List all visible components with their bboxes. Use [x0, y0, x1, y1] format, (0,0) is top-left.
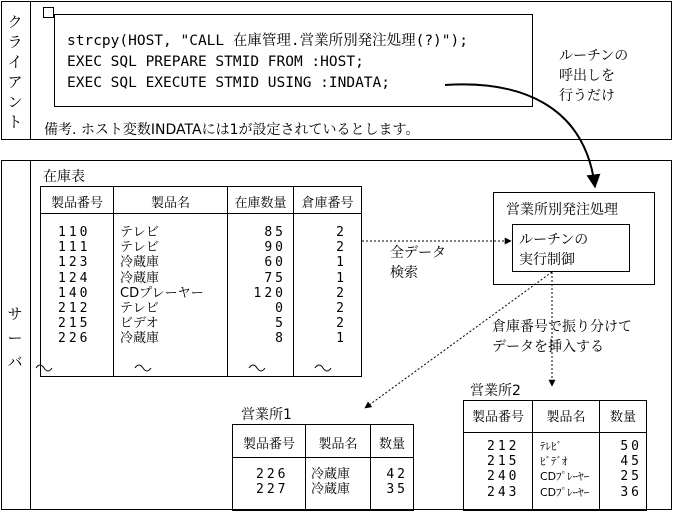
table-cell: 140	[58, 285, 91, 301]
office1-header: 製品名	[318, 437, 358, 452]
table-cell: 36	[620, 484, 642, 500]
insert-label-line-1: 倉庫番号で振り分けて	[492, 319, 632, 335]
office1-header: 数量	[378, 437, 405, 452]
code-line-3: EXEC SQL EXECUTE STMID USING :INDATA;	[67, 75, 391, 91]
server-label-char: サ	[7, 305, 23, 323]
insert-label-line-2: データを挿入する	[492, 339, 604, 355]
inventory-header: 倉庫番号	[301, 196, 354, 211]
table-cell: 0	[275, 301, 286, 317]
search-label-line-2: 検索	[390, 265, 418, 281]
routine-control-line-1: ルーチンの	[519, 232, 589, 248]
table-cell: 5	[275, 316, 286, 332]
table-cell: テレビ	[120, 301, 159, 317]
table-cell: 冷蔵庫	[311, 467, 351, 482]
table-cell: 25	[620, 469, 642, 485]
table-cell: 冷蔵庫	[120, 255, 160, 271]
table-cell: 2	[336, 285, 344, 301]
table-cell: 215	[487, 454, 520, 470]
table-cell: 45	[620, 454, 642, 470]
call-arrow	[445, 84, 595, 187]
code-line-1: strcpy(HOST, "CALL 在庫管理.営業所別発注処理(?)");	[67, 33, 468, 49]
table-cell: 2	[336, 316, 344, 332]
table-cell: 冷蔵庫	[120, 331, 160, 347]
table-cell: 110	[58, 225, 91, 240]
table-cell: テレビ	[120, 225, 159, 240]
table-cell: 124	[58, 270, 91, 286]
office2-header: 数量	[609, 410, 636, 425]
client-label-char: ト	[7, 113, 23, 131]
table-cell: 215	[58, 316, 91, 332]
routine-control-line-2: 実行制御	[519, 252, 575, 268]
office1-title: 営業所1	[241, 407, 292, 423]
table-cell: 2	[336, 240, 344, 256]
table-cell: ビデオ	[120, 316, 159, 332]
search-label-line-1: 全データ	[390, 245, 446, 261]
table-cell: 85	[264, 225, 286, 240]
table-cell: CDﾌﾟﾚｰﾔｰ	[540, 470, 590, 484]
client-label-char: ア	[7, 73, 23, 91]
table-cell: 60	[264, 255, 286, 271]
table-cell: 226	[58, 331, 91, 347]
table-cell: 111	[58, 240, 91, 256]
table-cell: 75	[264, 270, 286, 286]
table-cell: 120	[253, 285, 286, 301]
inventory-header: 在庫数量	[234, 196, 287, 211]
table-cell: 1	[336, 255, 344, 271]
table-cell: 1	[336, 331, 344, 347]
table-cell: 冷蔵庫	[311, 482, 351, 498]
inventory-header: 製品名	[150, 196, 190, 211]
callout-line-3: 行うだけ	[559, 88, 615, 104]
client-note: 備考. ホスト変数INDATAには1が設定されているとします。	[44, 122, 420, 138]
table-cell: 2	[336, 225, 344, 240]
office1-header: 製品番号	[242, 437, 295, 452]
table-cell: 243	[487, 484, 520, 500]
table-cell: 123	[58, 255, 91, 271]
procedure-title: 営業所別発注処理	[506, 202, 618, 218]
table-cell: 212	[487, 439, 520, 454]
server-label-char: バ	[7, 353, 23, 371]
table-cell: 42	[386, 467, 408, 482]
table-cell: 2	[336, 301, 344, 317]
table-cell: 212	[58, 301, 91, 317]
client-label-char: ク	[7, 13, 23, 31]
table-cell: テレビ	[120, 240, 159, 256]
table-cell: ﾋﾞﾃﾞｵ	[540, 455, 568, 469]
table-cell: CDﾌﾟﾚｰﾔｰ	[540, 485, 590, 499]
table-cell: 1	[336, 270, 344, 286]
server-label-char: ー	[7, 329, 23, 347]
client-label-char: ラ	[7, 33, 23, 51]
callout-line-2: 呼出しを	[559, 68, 615, 84]
table-cell: 冷蔵庫	[120, 270, 160, 286]
inventory-header: 製品番号	[50, 196, 103, 211]
office2-header: 製品番号	[471, 410, 524, 425]
table-cell: CDプレーヤー	[120, 285, 204, 301]
table-cell: 35	[386, 482, 408, 498]
table-cell: 240	[487, 469, 520, 485]
table-cell: 226	[256, 467, 289, 482]
insert-office1-arrow	[365, 272, 552, 408]
table-cell: 227	[256, 482, 289, 498]
office2-title: 営業所2	[470, 383, 521, 399]
office2-header: 製品名	[546, 410, 586, 425]
client-label-char: イ	[7, 53, 23, 71]
client-label-char: ン	[7, 93, 23, 111]
table-cell: 50	[620, 439, 642, 454]
table-cell: 90	[264, 240, 286, 256]
code-line-2: EXEC SQL PREPARE STMID FROM :HOST;	[67, 54, 364, 70]
table-cell: 8	[275, 331, 286, 347]
inventory-title: 在庫表	[43, 169, 85, 185]
table-cell: ﾃﾚﾋﾞ	[540, 440, 562, 453]
callout-line-1: ルーチンの	[559, 48, 629, 64]
